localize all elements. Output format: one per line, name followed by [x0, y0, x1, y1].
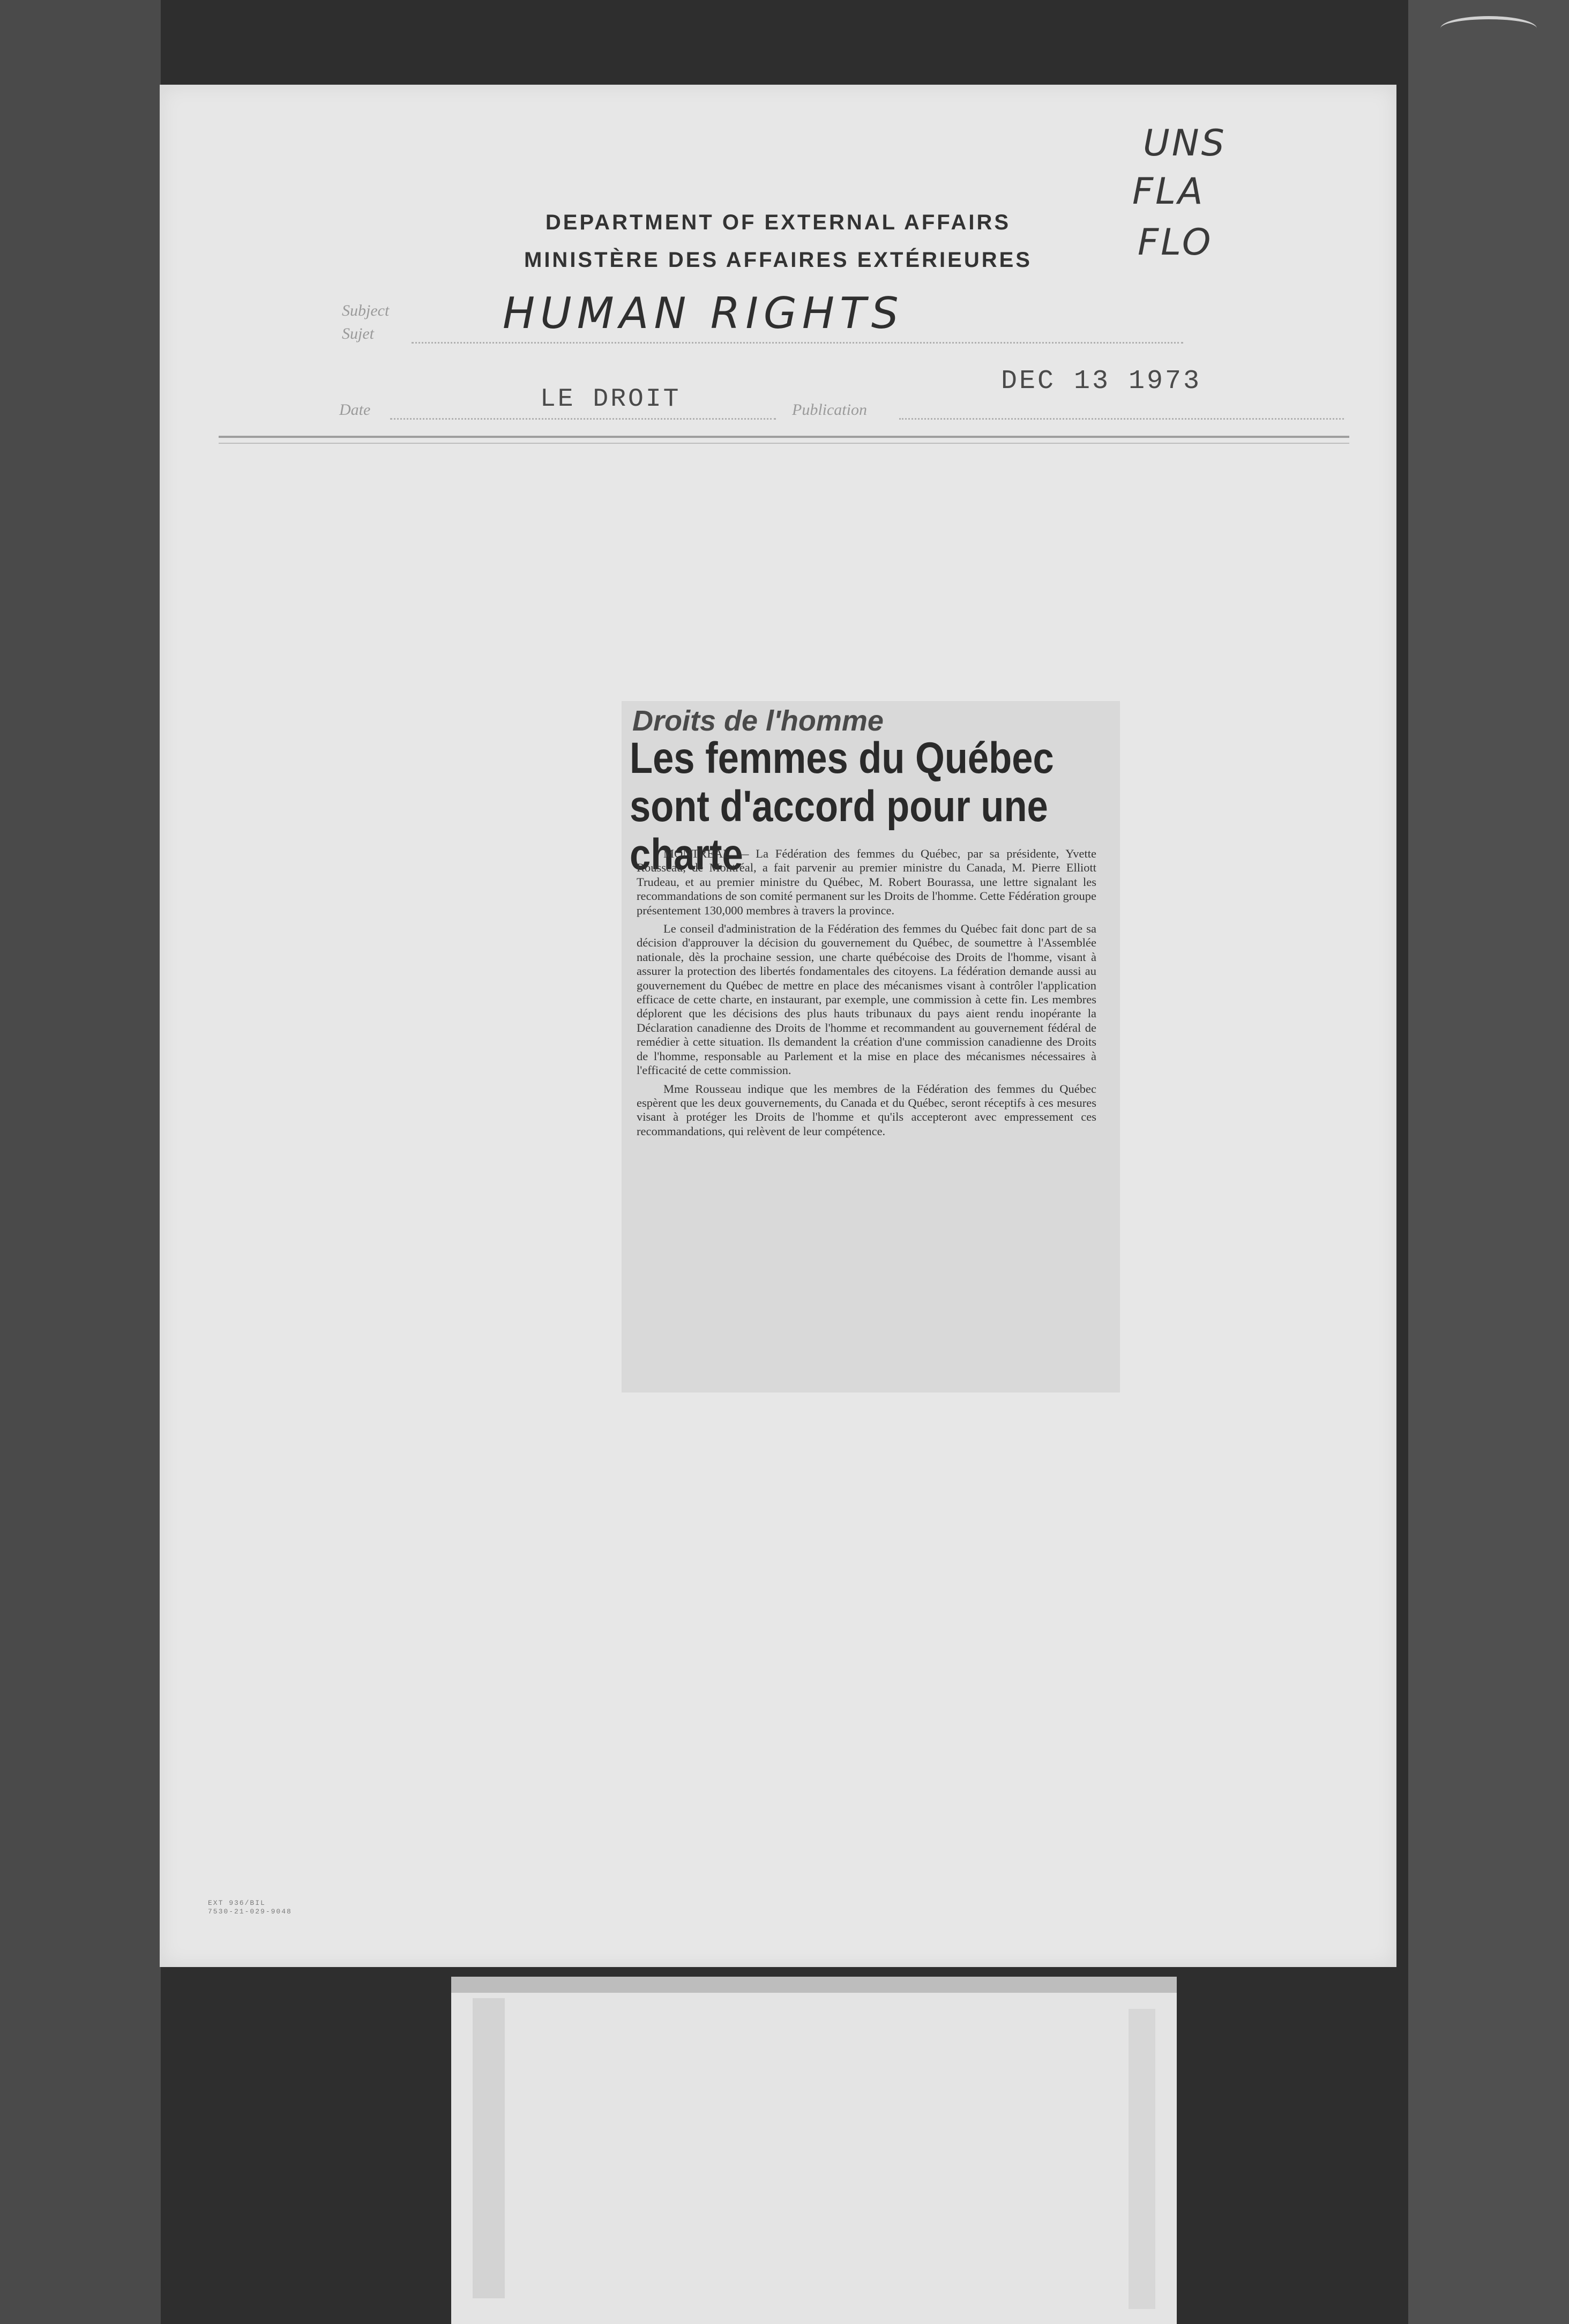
adjacent-film-frame [451, 1977, 1177, 2324]
form-code-line: EXT 936/BIL [208, 1899, 266, 1907]
clipping-form-sheet [160, 85, 1396, 1967]
handwritten-code-uns: UNS [1143, 122, 1227, 165]
sujet-label: Sujet [342, 325, 374, 342]
date-dotted-line [390, 418, 776, 420]
form-code-line: 7530-21-029-9048 [208, 1908, 292, 1916]
publication-label: Publication [792, 401, 867, 419]
clipping-paragraph: MONTREAL — La Fédération des femmes du Québec, par sa présidente, Yvette Rousseau, de Montréal, a fait parvenir au premier ministre du Canada, M. Pierre Elliott Trudeau, et au premier ministre du Québec, M. Robert Bourassa, une lettre signalant les recommandations de son comité permanent sur les Droits de l'homme. Cette Fédération groupe présentement 130,000 membres à travers la province. [637, 847, 1096, 917]
publication-value: DEC 13 1973 [1001, 366, 1202, 397]
clipping-paragraph: Mme Rousseau indique que les membres de la Fédération des femmes du Québec espèrent que les deux gouvernements, du Canada et du Québec, seront réceptifs à ces mesures visant à protéger les Droits de l'homme et qu'ils accepteront avec empressement ces recommandations, qui relèvent de leur compétence. [637, 1082, 1096, 1138]
department-title-en: DEPARTMENT OF EXTERNAL AFFAIRS [545, 211, 1011, 234]
subject-dotted-line [412, 342, 1183, 344]
header-rule-thin [219, 443, 1349, 444]
handwritten-code-fla: FLA [1132, 170, 1205, 213]
clipping-paragraph: Le conseil d'administration de la Fédération des femmes du Québec fait donc part de sa décision d'approuver la décision du gouvernement du Québec, de soumettre à l'Assemblée nationale, dès la prochaine session, une charte québécoise des Droits de l'homme, visant à assurer la protection des libertés fondamentales des citoyens. La fédération demande aussi au gouvernement du Québec de mettre en place des mécanismes visant à contrôler l'application efficace de cette charte, en instaurant, par exemple, une commission à cette fin. Les membres déplorent que les décisions des plus hauts tribunaux du pays aient rendu inopérante la Déclaration canadienne des Droits de l'homme et recommandent au gouvernement fédéral de remédier à cette situation. Ils demandent la création d'une commission canadienne des Droits de l'homme, responsable au Parlement et la mise en place des mécanismes nécessaires à l'efficacité de cette commission. [637, 922, 1096, 1077]
frame-streak [473, 1998, 505, 2298]
film-corner-mark [1440, 16, 1537, 41]
clipping-headline: Les femmes du Québec sont d'accord pour une charte [630, 734, 1054, 879]
publication-dotted-line [899, 418, 1344, 420]
frame-streak [1129, 2009, 1155, 2309]
clipping-body [637, 847, 1096, 1143]
date-value: LE DROIT [540, 385, 681, 414]
subject-label: Subject [342, 302, 390, 319]
film-border-left [0, 0, 161, 2324]
date-label: Date [339, 401, 371, 419]
clipping-kicker: Droits de l'homme [632, 705, 884, 737]
header-rule [219, 436, 1349, 438]
film-border-right [1408, 0, 1569, 2324]
form-code [208, 1899, 292, 1916]
newspaper-clipping [622, 701, 1120, 1392]
subject-value: HUMAN RIGHTS [503, 288, 904, 338]
handwritten-code-flo: FLO [1138, 221, 1213, 264]
department-title-fr: MINISTÈRE DES AFFAIRES EXTÉRIEURES [524, 248, 1032, 272]
frame-edge [451, 1977, 1177, 1993]
